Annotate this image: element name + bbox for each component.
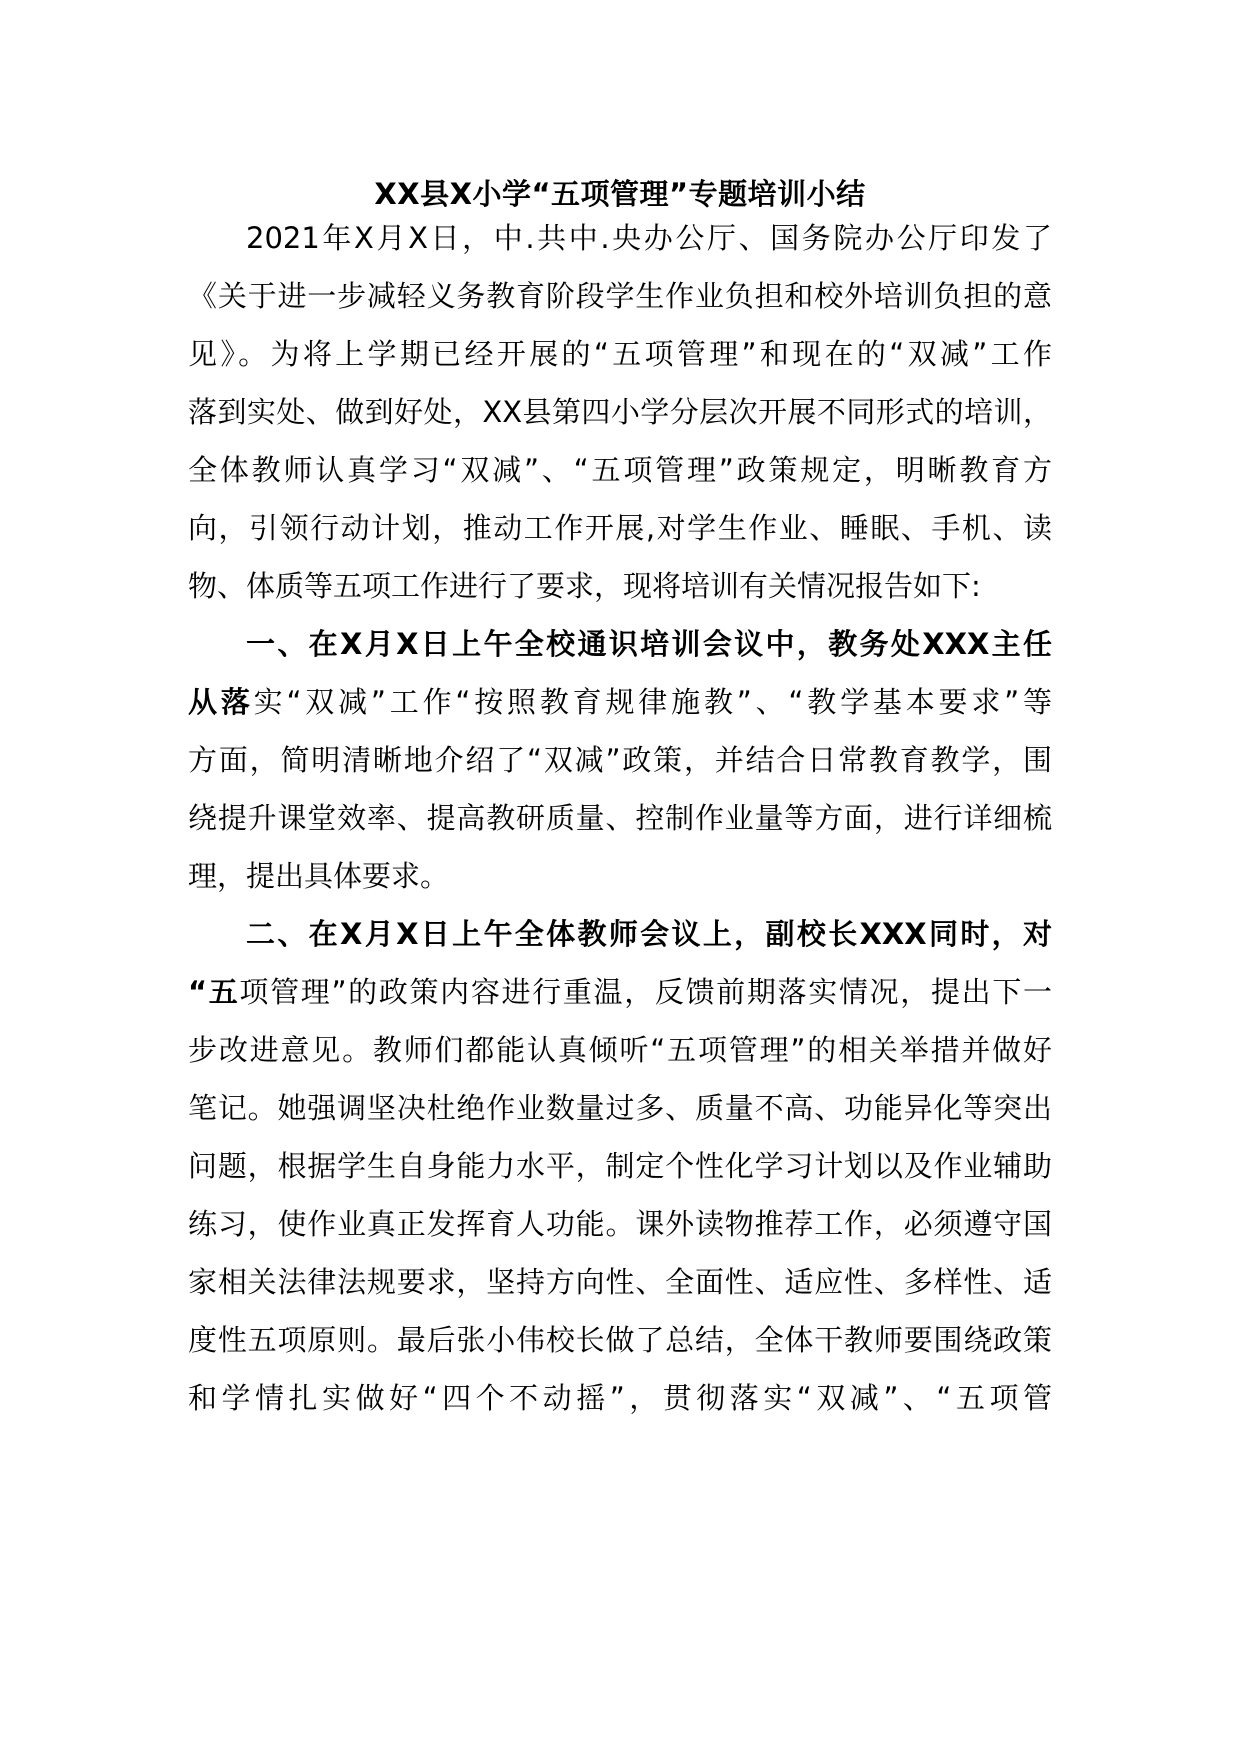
paragraph-line: 向，引领行动计划，推动工作开展,对学生作业、睡眠、手机、读: [188, 511, 1052, 545]
paragraph-line: 《关于进一步减轻义务教育阶段学生作业负担和校外培训负担的意: [188, 279, 1052, 313]
paragraph-text: 实“双减”工作“按照教育规律施教”、“教学基本要求”等: [253, 685, 1052, 719]
paragraph-line: 方面，简明清晰地介绍了“双减”政策，并结合日常教育教学，围: [188, 743, 1052, 777]
paragraph-line: [188, 669, 1052, 735]
paragraph-line: 落到实处、做到好处，XX县第四小学分层次开展不同形式的培训，: [188, 395, 1052, 429]
paragraph-line: 2021年X月X日，中.共中.央办公厅、国务院办公厅印发了: [246, 221, 1052, 255]
document-title: XX县X小学“五项管理”专题培训小结: [374, 177, 866, 211]
paragraph-line: 笔记。她强调坚决杜绝作业数量过多、质量不高、功能异化等突出: [188, 1091, 1052, 1125]
section-heading-tail: “五: [188, 975, 240, 1009]
paragraph-line: 见》。为将上学期已经开展的“五项管理”和现在的“双减”工作: [188, 337, 1052, 371]
paragraph-line: 绕提升课堂效率、提高教研质量、控制作业量等方面，进行详细梳: [188, 801, 1052, 835]
paragraph-line: 和学情扎实做好“四个不动摇”，贯彻落实“双减”、“五项管: [188, 1381, 1052, 1415]
paragraph-line: 理，提出具体要求。: [188, 859, 450, 893]
section-heading-line: 一、在X月X日上午全校通识培训会议中，教务处XXX主任: [246, 627, 1052, 661]
paragraph-line: [188, 959, 1052, 1025]
paragraph-line: 步改进意见。教师们都能认真倾听“五项管理”的相关举措并做好: [188, 1033, 1052, 1067]
paragraph-line: 问题，根据学生自身能力水平，制定个性化学习计划以及作业辅助: [188, 1149, 1052, 1183]
paragraph-line: 全体教师认真学习“双减”、“五项管理”政策规定，明晰教育方: [188, 453, 1052, 487]
paragraph-line: 练习，使作业真正发挥育人功能。课外读物推荐工作，必须遵守国: [188, 1207, 1052, 1241]
paragraph-line: 物、体质等五项工作进行了要求，现将培训有关情况报告如下:: [188, 569, 981, 603]
section-heading-line: 二、在X月X日上午全体教师会议上，副校长XXX同时，对: [246, 917, 1052, 951]
paragraph-line: 家相关法律法规要求，坚持方向性、全面性、适应性、多样性、适: [188, 1265, 1052, 1299]
section-heading-tail: 从落: [188, 685, 254, 719]
paragraph-text: 项管理”的政策内容进行重温，反馈前期落实情况，提出下一: [239, 975, 1053, 1009]
paragraph-line: 度性五项原则。最后张小伟校长做了总结，全体干教师要围绕政策: [188, 1323, 1052, 1357]
